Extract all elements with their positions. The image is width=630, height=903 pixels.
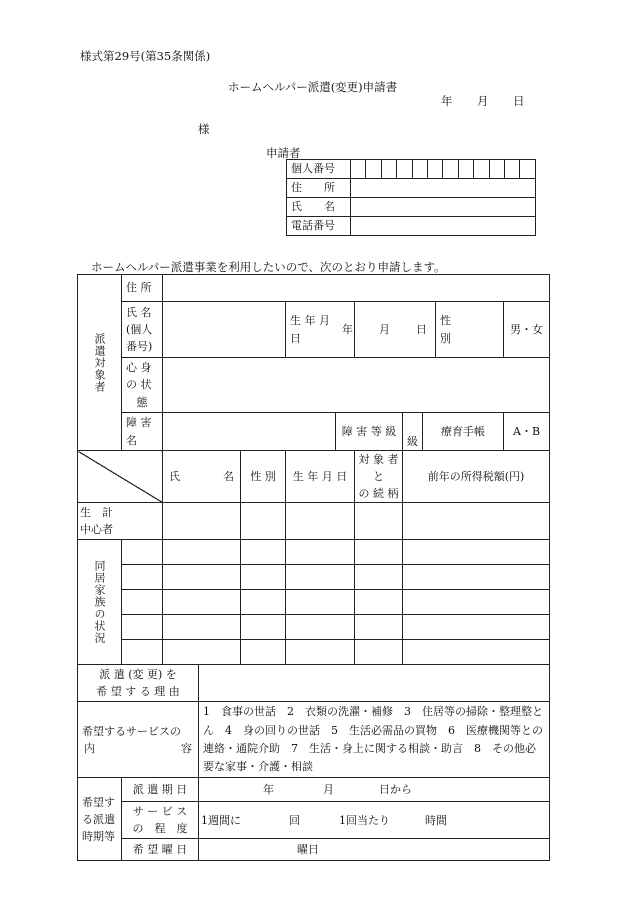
service-content-text[interactable]: 1 食事の世話 2 衣類の洗濯・補修 3 住居等の掃除・整理整とん 4 身の回りの世話 5 生活必需品の買物 6 医療機関等との連絡・通院介助 7 生活・身上に関する相談・助言 8 その他必要な家事・介護・相談 bbox=[199, 702, 550, 778]
table-row bbox=[78, 302, 550, 358]
family-name-cell[interactable] bbox=[163, 565, 241, 590]
applicant-number-label: 個人番号 bbox=[287, 160, 351, 179]
family-tax-header: 前年の所得税額(円) bbox=[403, 451, 550, 503]
form-title: ホームヘルパー派遣(変更)申請書 bbox=[228, 80, 398, 94]
breadwinner-name[interactable] bbox=[163, 503, 241, 540]
breadwinner-label: 生 計 中心者 bbox=[78, 503, 163, 540]
desired-period-label: 希望す る派遣 時期等 bbox=[78, 778, 122, 861]
applicant-table bbox=[286, 159, 536, 236]
target-techo-label: 療育手帳 bbox=[423, 413, 504, 451]
family-birth-cell[interactable] bbox=[286, 640, 355, 665]
date-month: 月 bbox=[477, 94, 489, 108]
target-grade-field[interactable]: 級 bbox=[403, 413, 423, 451]
number-digit-cell[interactable] bbox=[458, 160, 473, 179]
number-digit-cell[interactable] bbox=[443, 160, 458, 179]
family-sex-cell[interactable] bbox=[241, 590, 286, 615]
family-sex-cell[interactable] bbox=[241, 640, 286, 665]
family-relation-cell[interactable] bbox=[355, 615, 403, 640]
number-digit-cell[interactable] bbox=[489, 160, 504, 179]
table-row bbox=[78, 839, 550, 861]
target-sex-label: 性 別 bbox=[436, 302, 504, 358]
reason-label: 派 遣 (変 更) を 希 望 す る 理 由 bbox=[78, 665, 199, 702]
number-digit-cell[interactable] bbox=[381, 160, 396, 179]
target-name-label: 氏 名 (個人 番号) bbox=[122, 302, 163, 358]
family-cell[interactable] bbox=[122, 640, 163, 665]
family-tax-cell[interactable] bbox=[403, 590, 550, 615]
family-name-cell[interactable] bbox=[163, 640, 241, 665]
target-address-label: 住 所 bbox=[122, 275, 163, 302]
start-date-field[interactable]: 年 月 日から bbox=[199, 778, 550, 802]
family-cell[interactable] bbox=[122, 565, 163, 590]
family-tax-cell[interactable] bbox=[403, 565, 550, 590]
family-relation-cell[interactable] bbox=[355, 590, 403, 615]
target-birth-label: 生 年 月 日 bbox=[286, 302, 355, 358]
target-section-label: 派遣対象者 bbox=[78, 275, 122, 451]
start-date-label: 派 遣 期 日 bbox=[122, 778, 199, 802]
family-name-cell[interactable] bbox=[163, 590, 241, 615]
breadwinner-birth[interactable] bbox=[286, 503, 355, 540]
family-birth-cell[interactable] bbox=[286, 615, 355, 640]
service-degree-field[interactable]: 1週間に 回 1回当たり 時間 bbox=[199, 802, 550, 839]
form-number: 様式第29号(第35条関係) bbox=[80, 49, 211, 63]
applicant-name-label: 氏 名 bbox=[287, 198, 351, 217]
applicant-address-label: 住 所 bbox=[287, 179, 351, 198]
table-row bbox=[78, 590, 550, 615]
table-row bbox=[78, 802, 550, 839]
family-sex-header: 性 別 bbox=[241, 451, 286, 503]
target-address-field[interactable] bbox=[163, 275, 550, 302]
table-row bbox=[78, 640, 550, 665]
family-cell[interactable] bbox=[122, 540, 163, 565]
addressee: 様 bbox=[198, 122, 210, 136]
table-row bbox=[78, 702, 550, 778]
main-application-table bbox=[77, 274, 550, 861]
family-tax-cell[interactable] bbox=[403, 615, 550, 640]
table-row bbox=[78, 565, 550, 590]
table-row bbox=[78, 503, 550, 540]
family-name-header: 氏 名 bbox=[163, 451, 241, 503]
family-relation-cell[interactable] bbox=[355, 565, 403, 590]
table-row bbox=[287, 198, 536, 217]
table-row bbox=[78, 358, 550, 413]
target-condition-field[interactable] bbox=[163, 358, 550, 413]
target-birth-field[interactable]: 年 月 日 bbox=[355, 302, 436, 358]
service-degree-label: サ ー ビ ス の 程 度 bbox=[122, 802, 199, 839]
breadwinner-sex[interactable] bbox=[241, 503, 286, 540]
service-content-label: 希望するサービスの 内 容 bbox=[78, 702, 199, 778]
family-tax-cell[interactable] bbox=[403, 540, 550, 565]
target-disability-label: 障 害 名 bbox=[122, 413, 163, 451]
desired-day-field[interactable]: 曜日 bbox=[199, 839, 550, 861]
table-row bbox=[78, 665, 550, 702]
date-day: 日 bbox=[513, 94, 525, 108]
number-digit-cell[interactable] bbox=[427, 160, 442, 179]
date-line bbox=[441, 93, 525, 109]
number-digit-cell[interactable] bbox=[397, 160, 412, 179]
target-grade-label: 障 害 等 級 bbox=[336, 413, 403, 451]
number-digit-cell[interactable] bbox=[351, 160, 366, 179]
table-row bbox=[78, 778, 550, 802]
family-tax-cell[interactable] bbox=[403, 640, 550, 665]
family-cell[interactable] bbox=[122, 615, 163, 640]
applicant-label: 申請者 bbox=[266, 146, 301, 160]
number-digit-cell[interactable] bbox=[504, 160, 519, 179]
target-condition-label: 心 身 の 状 態 bbox=[122, 358, 163, 413]
table-row bbox=[287, 160, 536, 179]
family-name-cell[interactable] bbox=[163, 615, 241, 640]
reason-field[interactable] bbox=[199, 665, 550, 702]
family-birth-cell[interactable] bbox=[286, 590, 355, 615]
applicant-phone-label: 電話番号 bbox=[287, 217, 351, 236]
applicant-name-field[interactable] bbox=[351, 198, 536, 217]
family-relation-cell[interactable] bbox=[355, 540, 403, 565]
table-row bbox=[287, 217, 536, 236]
date-year: 年 bbox=[441, 94, 453, 108]
family-name-cell[interactable] bbox=[163, 540, 241, 565]
family-birth-header: 生 年 月 日 bbox=[286, 451, 355, 503]
number-digit-cell[interactable] bbox=[412, 160, 427, 179]
number-digit-cell[interactable] bbox=[474, 160, 489, 179]
table-row bbox=[78, 540, 550, 565]
target-disability-field[interactable] bbox=[163, 413, 336, 451]
number-digit-cell[interactable] bbox=[520, 160, 535, 179]
family-birth-cell[interactable] bbox=[286, 540, 355, 565]
desired-day-label: 希 望 曜 日 bbox=[122, 839, 199, 861]
intro-text: ホームヘルパー派遣事業を利用したいので、次のとおり申請します。 bbox=[91, 260, 446, 274]
family-relation-header: 対 象 者 と の 続 柄 bbox=[355, 451, 403, 503]
target-techo-choice[interactable]: A・B bbox=[504, 413, 550, 451]
target-sex-choice[interactable]: 男・女 bbox=[504, 302, 550, 358]
table-row bbox=[78, 615, 550, 640]
target-name-field[interactable] bbox=[163, 302, 286, 358]
number-digit-cell[interactable] bbox=[366, 160, 381, 179]
family-relation-cell[interactable] bbox=[355, 640, 403, 665]
family-sex-cell[interactable] bbox=[241, 565, 286, 590]
applicant-address-field[interactable] bbox=[351, 179, 536, 198]
family-cell[interactable] bbox=[122, 590, 163, 615]
table-row bbox=[78, 413, 550, 451]
table-row bbox=[78, 451, 550, 503]
breadwinner-tax[interactable] bbox=[403, 503, 550, 540]
family-sex-cell[interactable] bbox=[241, 615, 286, 640]
applicant-phone-field[interactable] bbox=[351, 217, 536, 236]
table-row bbox=[78, 275, 550, 302]
breadwinner-relation[interactable] bbox=[355, 503, 403, 540]
family-sex-cell[interactable] bbox=[241, 540, 286, 565]
diagonal-header-cell bbox=[78, 451, 163, 503]
table-row bbox=[287, 179, 536, 198]
family-birth-cell[interactable] bbox=[286, 565, 355, 590]
cohabiting-family-label: 同居家族の状況 bbox=[78, 540, 122, 665]
